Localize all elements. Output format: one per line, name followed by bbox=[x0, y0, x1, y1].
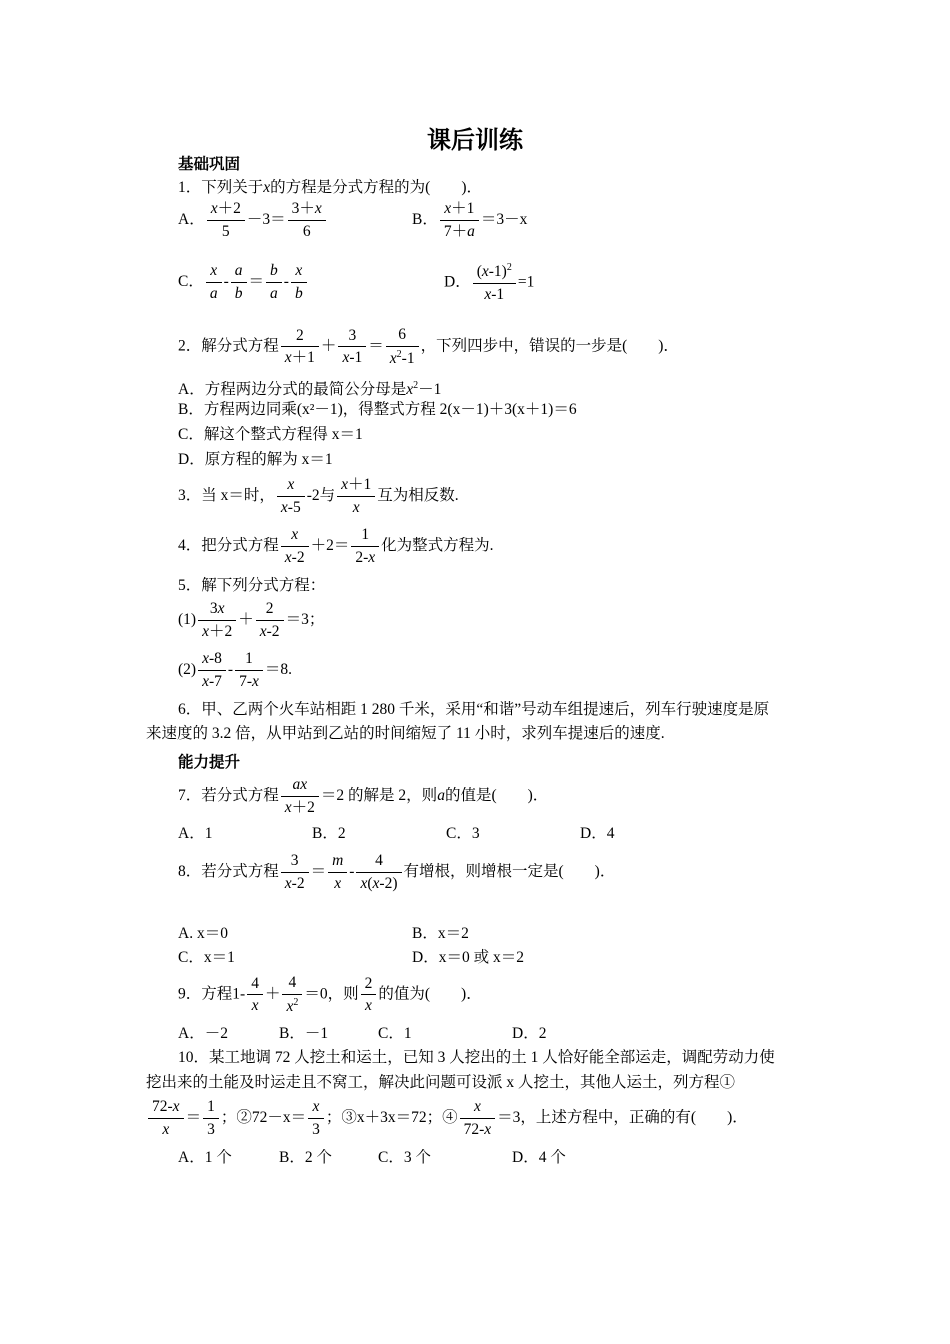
q1-option-c: C． $\frac{x}{a}$ - $\frac{a}{b}$ ＝ $\frac{b}{a}$ - $\frac{x}{b}$ bbox=[178, 262, 309, 303]
q8-stem: 8．若分式方程 $\frac{3}{x-2}$ ＝ $\frac{m}{x}$ - $\frac{4}{x(x-2)}$ 有增根，则增根一定是( )． bbox=[178, 852, 616, 892]
q1-option-a: A． $\frac{x+2}{5}$ －3＝ $\frac{3+x}{6}$ bbox=[178, 200, 328, 241]
q8-option-b: B．x＝2 bbox=[412, 925, 469, 942]
q10-line1: 10．某工地调 72 人挖土和运土，已知 3 人挖出的土 1 人恰好能全部运走，调配劳动力使 bbox=[178, 1049, 775, 1066]
q9-option-c: C．1 bbox=[378, 1025, 412, 1042]
q4: 4．把分式方程 $\frac{x}{x-2}$ ＋2＝ $\frac{1}{2-x}$ 化为整式方程为. bbox=[178, 526, 494, 566]
q10-line3: $\frac{72-x}{x}$ ＝ $\frac{1}{3}$ ；②72－x＝ $\frac{x}{3}$ ；③x＋3x＝72；④ $\frac{x}{72-x}$ ＝3，上述方程中，正确的有( )． bbox=[146, 1098, 748, 1139]
q9-option-a: A．－2 bbox=[178, 1025, 228, 1042]
q8-option-c: C．x＝1 bbox=[178, 949, 235, 966]
q1-option-d: D． $\frac{(x-1)^2}{x-1}$ =1 bbox=[444, 262, 535, 303]
q1-option-b: B． $\frac{x+1}{7+a}$ ＝3－x bbox=[412, 200, 528, 240]
q10-option-c: C．3 个 bbox=[378, 1149, 431, 1166]
q5-part1: (1) $\frac{3x}{x+2}$ ＋ $\frac{2}{x-2}$ ＝3； bbox=[178, 600, 325, 640]
q8-option-a: A. x＝0 bbox=[178, 925, 228, 942]
q3: 3．当 x＝时， $\frac{x}{x-5}$ -2与 $\frac{x+1}{x}$ 互为相反数. bbox=[178, 476, 459, 516]
q5-stem: 5．解下列分式方程： bbox=[178, 577, 326, 594]
q10-line2: 挖出来的土能及时运走且不窝工，解决此问题可设派 x 人挖土，其他人运土，列方程① bbox=[146, 1074, 736, 1091]
q6-line2: 来速度的 3.2 倍，从甲站到乙站的时间缩短了 11 小时，求列车提速后的速度. bbox=[146, 725, 665, 742]
q9-option-d: D．2 bbox=[512, 1025, 547, 1042]
q7-stem: 7．若分式方程 $\frac{ax}{x+2}$ ＝2 的解是 2，则a的值是( )． bbox=[178, 776, 549, 816]
q9-stem: 9．方程1- $\frac{4}{x}$ ＋ $\frac{4}{x^2}$ ＝0，则 $\frac{2}{x}$ 的值为( )． bbox=[178, 974, 482, 1015]
q6-line1: 6．甲、乙两个火车站相距 1 280 千米，采用“和谐”号动车组提速后，列车行驶速度是原 bbox=[178, 701, 770, 718]
q7-option-a: A．1 bbox=[178, 825, 213, 842]
q7-option-d: D．4 bbox=[580, 825, 615, 842]
section-advanced: 能力提升 bbox=[178, 754, 241, 771]
q5-part2: (2) $\frac{x-8}{x-7}$ - $\frac{1}{7-x}$ ＝8. bbox=[178, 650, 293, 690]
q1-stem: 1．下列关于x的方程是分式方程的为( )． bbox=[178, 179, 482, 196]
q2-option-c: C．解这个整式方程得 x＝1 bbox=[178, 426, 363, 443]
q2-option-a: A．方程两边分式的最简公分母是$x^2-1$ bbox=[178, 380, 442, 399]
page-title: 课后训练 bbox=[427, 128, 523, 154]
q2-stem: 2．解分式方程 $\frac{2}{x+1}$ ＋ $\frac{3}{x-1}$ ＝ $\frac{6}{x^2-1}$ ，下列四步中，错误的一步是( )． bbox=[178, 326, 679, 367]
q7-option-c: C．3 bbox=[446, 825, 480, 842]
section-basic: 基础巩固 bbox=[178, 156, 241, 173]
q10-option-d: D．4 个 bbox=[512, 1149, 566, 1166]
q2-option-b: B．方程两边同乘(x²－1)，得整式方程 2(x－1)＋3(x＋1)＝6 bbox=[178, 401, 577, 418]
q10-option-b: B．2 个 bbox=[279, 1149, 332, 1166]
q7-option-b: B．2 bbox=[312, 825, 346, 842]
q2-option-d: D．原方程的解为 x＝1 bbox=[178, 451, 333, 468]
q9-option-b: B．－1 bbox=[279, 1025, 329, 1042]
q8-option-d: D．x＝0 或 x＝2 bbox=[412, 949, 524, 966]
q10-option-a: A．1 个 bbox=[178, 1149, 232, 1166]
